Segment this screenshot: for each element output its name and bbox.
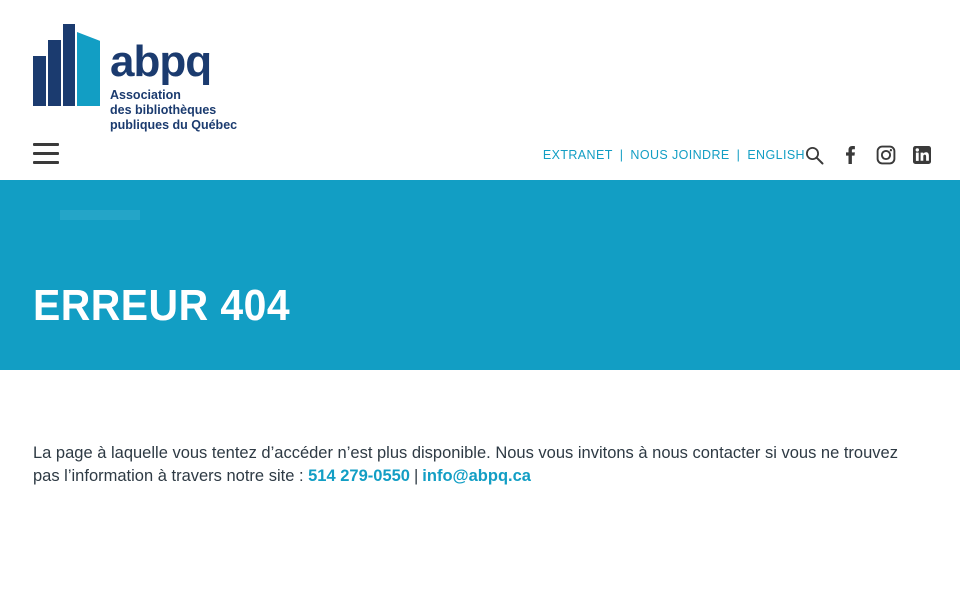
hamburger-line xyxy=(33,161,59,164)
logo-wordmark: abpq xyxy=(110,37,212,86)
error-message-text: La page à laquelle vous tentez d’accéder n’est plus disponible. Nous vous invitons à nous contacter si vous ne trouvez pas l’information à travers notre site : xyxy=(33,443,898,485)
main-content xyxy=(0,370,960,488)
phone-link[interactable]: 514 279-0550 xyxy=(308,466,410,485)
error-message xyxy=(33,442,927,488)
nav-link-english[interactable]: ENGLISH xyxy=(747,148,805,162)
nav-separator: | xyxy=(619,148,624,162)
search-icon[interactable] xyxy=(802,143,826,167)
nav-separator: | xyxy=(736,148,741,162)
logo-tagline-line3: publiques du Québec xyxy=(110,118,238,132)
email-link[interactable]: info@abpq.ca xyxy=(422,466,531,485)
hamburger-line xyxy=(33,143,59,146)
nav-link-nous-joindre[interactable]: NOUS JOINDRE xyxy=(630,148,730,162)
nav-link-extranet[interactable]: EXTRANET xyxy=(542,148,613,162)
page-hero-banner xyxy=(0,180,960,370)
logo-tagline-line1: Association xyxy=(110,88,181,102)
linkedin-icon[interactable] xyxy=(910,143,934,167)
site-logo[interactable] xyxy=(33,24,237,133)
instagram-icon[interactable] xyxy=(874,143,898,167)
utility-nav xyxy=(543,148,805,162)
site-header xyxy=(0,0,960,180)
menu-toggle-button[interactable] xyxy=(33,143,59,163)
header-icon-group xyxy=(802,143,934,167)
facebook-icon[interactable] xyxy=(838,143,862,167)
abpq-logo-icon xyxy=(33,24,100,106)
hamburger-line xyxy=(33,152,59,155)
page-title: ERREUR 404 xyxy=(33,281,291,330)
logo-text-block xyxy=(110,24,237,133)
logo-tagline-line2: des bibliothèques xyxy=(110,103,217,117)
contact-separator: | xyxy=(413,466,419,485)
